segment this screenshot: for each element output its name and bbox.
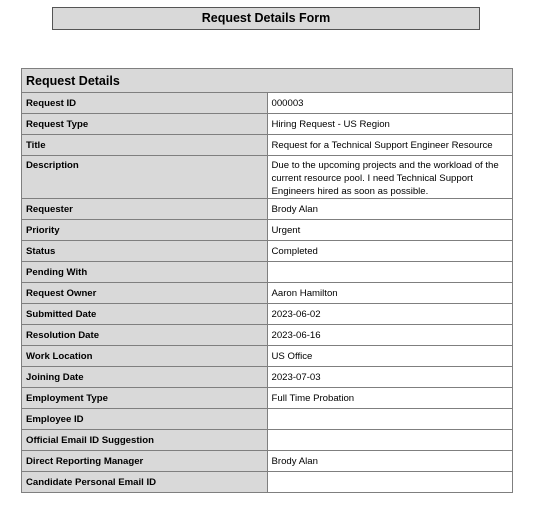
title-label: Title (22, 135, 268, 156)
official-email-suggestion-label: Official Email ID Suggestion (22, 430, 268, 451)
direct-reporting-manager-value: Brody Alan (267, 451, 513, 472)
table-row (22, 451, 513, 472)
table-row (22, 199, 513, 220)
table-row (22, 220, 513, 241)
submitted-date-label: Submitted Date (22, 304, 268, 325)
table-row (22, 93, 513, 114)
table-row (22, 430, 513, 451)
table-row (22, 325, 513, 346)
table-row (22, 388, 513, 409)
description-value: Due to the upcoming projects and the workload of the current resource pool. I need Technical Support Engineers hired as soon as possible. (267, 156, 513, 199)
request-id-label: Request ID (22, 93, 268, 114)
priority-label: Priority (22, 220, 268, 241)
description-label: Description (22, 156, 268, 199)
request-details-table (21, 68, 513, 493)
official-email-suggestion-value (267, 430, 513, 451)
employee-id-value (267, 409, 513, 430)
status-value: Completed (267, 241, 513, 262)
section-header-row (22, 69, 513, 93)
table-row (22, 367, 513, 388)
table-row (22, 346, 513, 367)
table-row (22, 472, 513, 493)
pending-with-value (267, 262, 513, 283)
table-row (22, 135, 513, 156)
work-location-value: US Office (267, 346, 513, 367)
table-row (22, 156, 513, 199)
pending-with-label: Pending With (22, 262, 268, 283)
work-location-label: Work Location (22, 346, 268, 367)
joining-date-label: Joining Date (22, 367, 268, 388)
table-row (22, 241, 513, 262)
request-type-label: Request Type (22, 114, 268, 135)
candidate-personal-email-value (267, 472, 513, 493)
table-row (22, 262, 513, 283)
requester-label: Requester (22, 199, 268, 220)
priority-value: Urgent (267, 220, 513, 241)
table-row (22, 114, 513, 135)
candidate-personal-email-label: Candidate Personal Email ID (22, 472, 268, 493)
employee-id-label: Employee ID (22, 409, 268, 430)
table-row (22, 283, 513, 304)
joining-date-value: 2023-07-03 (267, 367, 513, 388)
title-value: Request for a Technical Support Engineer Resource (267, 135, 513, 156)
direct-reporting-manager-label: Direct Reporting Manager (22, 451, 268, 472)
table-row (22, 409, 513, 430)
resolution-date-label: Resolution Date (22, 325, 268, 346)
employment-type-value: Full Time Probation (267, 388, 513, 409)
resolution-date-value: 2023-06-16 (267, 325, 513, 346)
status-label: Status (22, 241, 268, 262)
request-owner-label: Request Owner (22, 283, 268, 304)
request-owner-value: Aaron Hamilton (267, 283, 513, 304)
submitted-date-value: 2023-06-02 (267, 304, 513, 325)
requester-value: Brody Alan (267, 199, 513, 220)
request-id-value: 000003 (267, 93, 513, 114)
section-title: Request Details (22, 69, 513, 93)
request-type-value: Hiring Request - US Region (267, 114, 513, 135)
form-title: Request Details Form (52, 7, 480, 30)
employment-type-label: Employment Type (22, 388, 268, 409)
table-row (22, 304, 513, 325)
